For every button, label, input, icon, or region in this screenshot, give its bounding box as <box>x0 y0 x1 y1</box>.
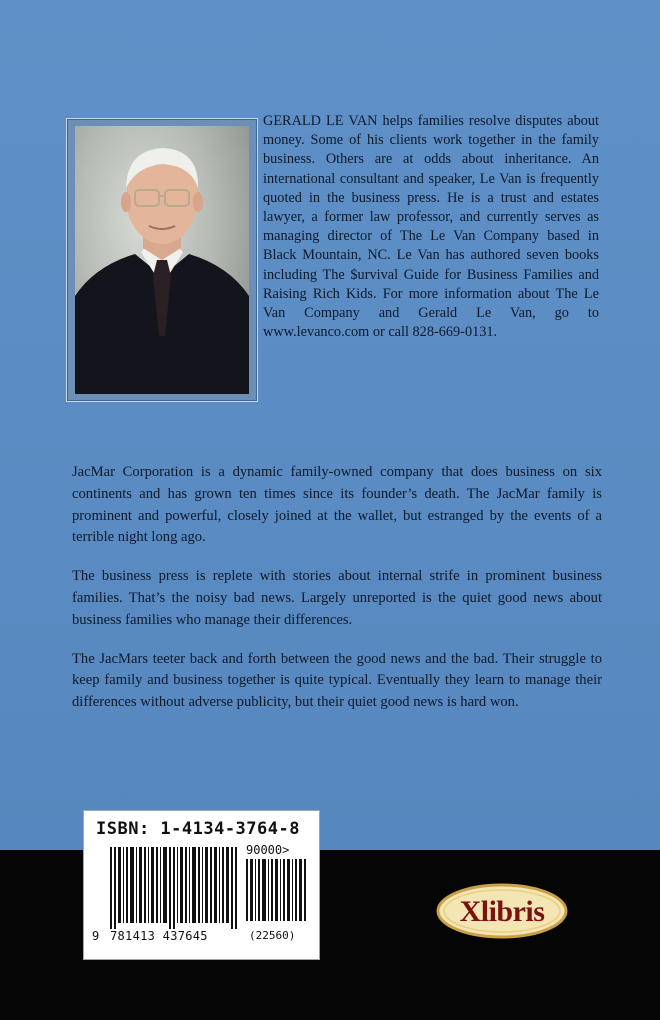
isbn-barcode-box <box>83 810 320 960</box>
author-photo-frame <box>66 118 258 402</box>
price-code: (22560) <box>249 929 296 942</box>
author-photo <box>75 126 249 394</box>
blurb-paragraph-3: The JacMars teeter back and forth between the good news and the bad. Their struggle to keep family and business together is quite typical. Eventually they learn to manage their differences without adverse publicity, but their quiet good news is hard won. <box>72 650 602 711</box>
addon-price-code: 90000> <box>246 843 290 857</box>
blurb-paragraph-2: The business press is replete with stories about internal strife in prominent business families. That’s the noisy bad news. Largely unreported is the quiet good news about business families who manage their differences. <box>72 568 602 628</box>
author-bio <box>263 112 599 342</box>
publisher-logo <box>436 882 568 940</box>
author-bio-text: GERALD LE VAN helps families resolve disputes about money. Some of his clients work together in the family business. Others are at odds about inheritance. An international consultant and speaker, Le Van is frequently quoted in the business press. He is a trust and estates lawyer, a former law professor, and currently serves as managing director of The Le Van Company based in Black Mountain, NC. Le Van has authored seven books including The $urvival Guide for Business Families and Raising Rich Kids. For more information about The Le Van Company and Gerald Le Van, go to www.levanco.com or call 828-669-0131. <box>263 113 599 341</box>
ean-digits: 781413 437645 <box>110 929 208 943</box>
ean-barcode <box>110 847 240 929</box>
publisher-name: Xlibris <box>459 895 545 928</box>
isbn-label: ISBN: 1-4134-3764-8 <box>96 819 300 839</box>
ean-lead-digit: 9 <box>92 929 100 943</box>
blurb-paragraph-1: JacMar Corporation is a dynamic family-owned company that does business on six continents and has grown ten times since its founder’s death. The JacMar family is prominent and powerful, closely joined at the wallet, but estranged by the events of a terrible night long ago. <box>72 464 602 546</box>
addon-barcode <box>246 859 308 921</box>
book-blurb <box>72 462 602 731</box>
